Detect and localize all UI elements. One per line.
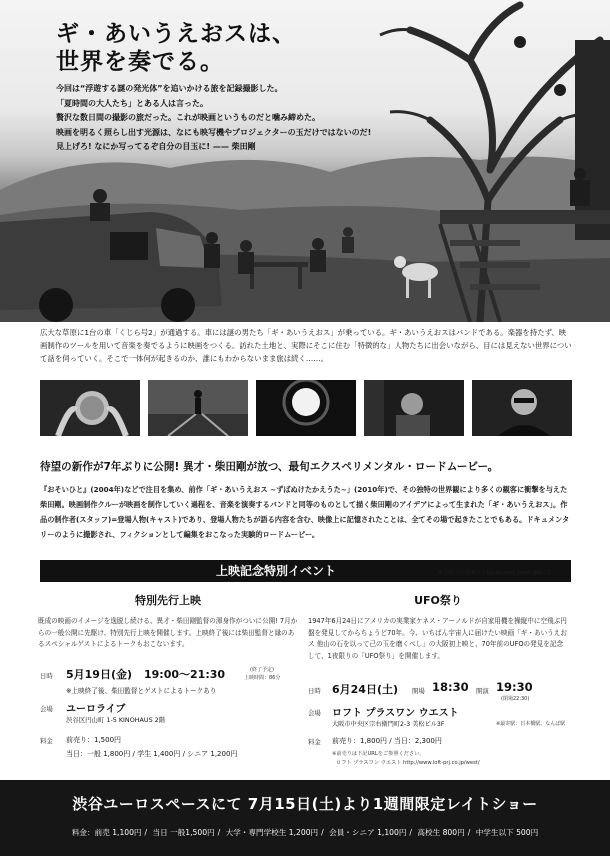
hero-intro-line: 今回は“浮遊する謎の発光体”を追いかける旅を記録撮影した。: [56, 84, 283, 93]
film-still-rail-figure: [148, 380, 248, 436]
hero-intro-text: [56, 82, 386, 155]
preview-time-note-end: (終了予定): [250, 667, 274, 673]
film-still-portrait: [472, 380, 572, 436]
preview-venue-label: 会場: [40, 705, 53, 713]
ufo-festival-description: 1947年6月24日にアメリカの実業家ケネス・アーノルドが自家用機を操縦中に空飛ぶ円盤を発見してからちょうど70年。今、いちばん宇宙人に届けたい映画「ギ・あいうえおス 他山の石を以って己の玉を磨くべし」の大阪初上映と、70年前のUFOの発見を記念して、1夜限りの「UFO祭り」を開催します。: [308, 617, 567, 660]
ufo-festival-title: UFO祭り: [414, 594, 462, 607]
preview-venue-address: 渋谷区円山町 1-5 KINOHAUS 2階: [66, 716, 166, 724]
ufo-fee-label: 料金: [308, 738, 321, 746]
ufo-date: 6月24日(土): [332, 683, 399, 696]
preview-venue: ユーロライブ: [66, 704, 126, 715]
preview-date-label: 日時: [40, 672, 53, 680]
preview-fee-door: 当日：一般 1,800円 / 学生 1,400円 / シニア 1,200円: [66, 750, 238, 758]
preview-screening-description: 既成の映画のイメージを逸脱し続ける、異才・柴田剛監督の渾身作がついに公開! 7月からの一般公開に先駆け、特別先行上映を開催します。上映終了後には柴田監督と縁のあるスペシャルゲストによるトークもおこないます。: [38, 617, 298, 649]
footer-price-item: 当日 一般1,500円: [152, 828, 215, 837]
ufo-fee: 前売り：1,800円 / 当日：2,300円: [332, 737, 442, 745]
ufo-venue: ロフト プラスワン ウエスト: [332, 708, 459, 719]
footer-price-item: 料金：前売 1,100円: [71, 828, 142, 837]
preview-time: 19:00～21:30: [144, 668, 226, 681]
ufo-venue-address: 大阪市中央区宗右衛門町2-3 美松ビル3F: [332, 721, 445, 728]
event-preview-screening: [38, 592, 298, 758]
hero-title: [56, 20, 296, 76]
footer-price-item: 会員・シニア 1,100円: [329, 828, 407, 837]
hero-photo: [0, 0, 610, 322]
film-still-light-source: [256, 380, 356, 436]
hero-title-line-2: 世界を奏でる。: [56, 49, 224, 75]
preview-fee-advance: 前売り：1,500円: [66, 736, 122, 744]
event-ufo-festival: [308, 592, 568, 766]
preview-runtime-note: 上映時間：86分: [244, 675, 281, 681]
film-stills-strip: [40, 380, 572, 436]
ufo-ticket-url: ロフト プラスワン ウエスト http://www.loft-prj.co.jp/west/: [336, 760, 480, 766]
hero-intro-line: 見上げろ! なにか写ってるぞ自分の目玉に! —— 柴田剛: [56, 142, 256, 152]
preview-talk-note: ※上映終了後、柴田監督とゲストによるトークあり: [66, 687, 217, 695]
lead-body-text: 『おそいひと』(2004年)などで注目を集め、前作「ギ・あいうえおス ~ずばぬけたかえうた~」(2010年)で、その独特の世界観により多くの観客に衝撃を与えた柴田剛。映画制作クルーが映画を制作していく過程を、音楽を演奏するバンドと同等のものとして描く柴田剛のアイデアによって生まれた「ギ・あいうえおス」。作品の制作者(スタッフ)=登場人物(キャスト)であり、登場人物たちが語る内容を含む、映像上に記憶されたことは、全てその場で起きたことでもある。ドキュメンタリーのように撮影され、フィクションとして編集をおこなった実験的ロードムービー。: [40, 485, 570, 539]
hero-intro-line: 「夏時間の大人たち」とある人は言った。: [56, 98, 208, 108]
footer-price-item: 中学生以下 500円: [475, 828, 539, 837]
synopsis-text: 広大な草原に1台の車「くじら号2」が通過する。車には謎の男たち「ギ・あいうえおス」が乗っている。ギ・あいうえおスはバンドである。楽器を持たず、映画制作のツールを用いて音楽を奏でるように映画をつくる。訪れた土地と、実際にそこに住む「特徴的な」人物たちに出会いながら、目には見えない世界について話を伺っていく。そこで一体何が起きるのか、誰にもわからないまま旅は続く……。: [40, 328, 572, 364]
preview-screening-title: 特別先行上映: [135, 594, 201, 607]
ufo-start-time: 19:30: [496, 680, 533, 694]
ufo-date-label: 日時: [308, 687, 321, 695]
footer-screening-headline: 渋谷ユーロスペースにて 7月15日(土)より1週間限定レイトショー: [72, 795, 538, 813]
preview-date: 5月19日(金): [66, 668, 133, 681]
preview-fee-label: 料金: [40, 737, 53, 745]
event-heading: 上映記念特別イベント: [216, 564, 337, 578]
footer-price-item: 大学・専門学校生 1,200円: [225, 828, 319, 837]
event-website-note: ※詳細は公式サイト(guiaiueos.ycam.jp)にて: [438, 570, 552, 576]
footer-price-item: 高校生 800円: [417, 828, 465, 837]
ufo-ticket-note: ※前売りは下記URLをご参照ください。: [332, 751, 425, 757]
hero-intro-line: 映画を明るく照らし出す光源は、なにも映写機やプロジェクターの玉だけではないのだ!: [56, 127, 372, 137]
ufo-open-label: 開場: [412, 687, 425, 695]
lead-headline: 待望の新作が7年ぶりに公開! 異才・柴田剛が放つ、最旬エクスペリメンタル・ロードムービー。: [40, 461, 499, 473]
film-still-driver: [364, 380, 464, 436]
footer-banner: [0, 780, 610, 856]
ufo-open-time: 18:30: [432, 680, 469, 694]
ufo-start-label: 開演: [476, 687, 489, 695]
ufo-close-note: (閉場22:30): [501, 696, 530, 702]
ufo-access-note: ※最寄駅：日本橋駅、なんば駅: [496, 721, 566, 727]
hero-title-line-1: ギ・あいうえおスは、: [56, 21, 296, 47]
footer-price-list: 料金：前売 1,100円 / 当日 一般1,500円 / 大学・専門学校生 1,200円 / 会員・シニア 1,100円 / 高校生 800円 / 中学生以下 500円: [71, 828, 539, 837]
ufo-venue-label: 会場: [308, 709, 321, 717]
film-still-crystal-ball: [40, 380, 140, 436]
hero-intro-line: 贅沢な数日間の撮影の旅だった。これが映画というものだと噛み締めた。: [56, 113, 320, 123]
